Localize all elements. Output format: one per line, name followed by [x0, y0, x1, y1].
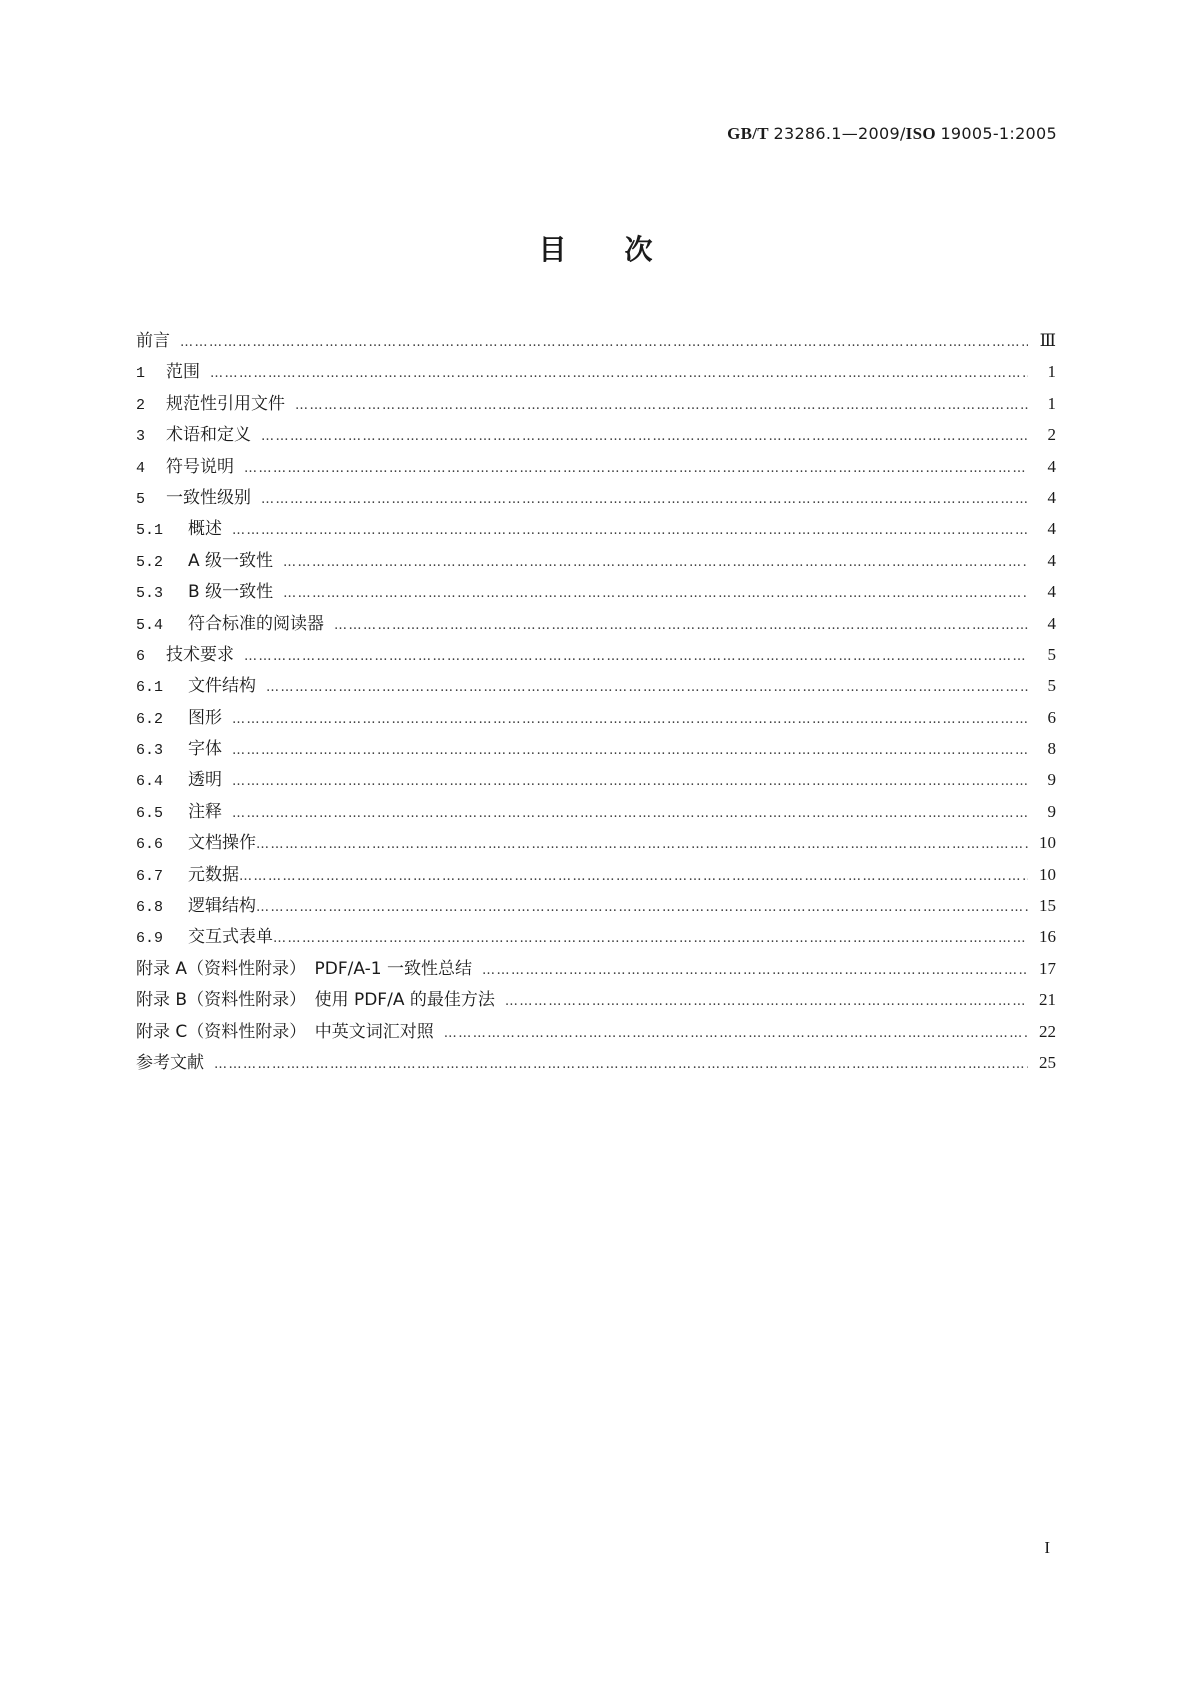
toc-leader-dots — [261, 484, 1028, 515]
standard-number-header — [727, 124, 1057, 144]
toc-leader-dots — [256, 892, 1028, 923]
toc-entry[interactable] — [136, 639, 1056, 670]
toc-entry-label: 逻辑结构 — [188, 896, 256, 917]
toc-entry[interactable] — [136, 419, 1056, 450]
toc-entry[interactable] — [136, 953, 1056, 984]
toc-entry[interactable] — [136, 890, 1056, 921]
toc-entry-label: 规范性引用文件 — [166, 393, 285, 414]
toc-entry-page: 1 — [1047, 362, 1056, 382]
toc-entry-label: 附录 C（资料性附录） 中英文词汇对照 — [136, 1021, 434, 1042]
page-number: I — [1044, 1538, 1050, 1557]
toc-entry-label: A 级一致性 — [188, 550, 274, 571]
toc-entry[interactable] — [136, 796, 1056, 827]
toc-entry-number: 6.6 — [136, 836, 164, 854]
toc-leader-dots — [232, 766, 1028, 797]
toc-entry-page: 8 — [1047, 739, 1056, 759]
toc-leader-dots — [244, 641, 1028, 672]
toc-leader-dots — [295, 390, 1028, 421]
standard-code-number: 23286.1—2009/ — [773, 124, 906, 143]
toc-entry-label: 字体 — [188, 739, 222, 760]
toc-leader-dots — [244, 453, 1028, 484]
toc-entry-number: 6.5 — [136, 804, 164, 822]
toc-entry-page: 15 — [1039, 896, 1056, 916]
toc-entry-page: 25 — [1039, 1052, 1056, 1072]
toc-entry[interactable] — [136, 608, 1056, 639]
toc-entry-label: 附录 B（资料性附录） 使用 PDF/A 的最佳方法 — [136, 990, 495, 1011]
toc-entry-label: 注释 — [188, 801, 222, 822]
toc-leader-dots — [232, 798, 1028, 829]
toc-entry-page: 5 — [1047, 644, 1056, 664]
toc-entry-label: 元数据 — [188, 864, 239, 885]
toc-leader-dots — [505, 986, 1028, 1017]
toc-entry-label: 符号说明 — [166, 456, 234, 477]
toc-entry-label: 前言 — [136, 331, 170, 351]
toc-entry-number: 3 — [136, 428, 146, 446]
toc-entry-label: 一致性级别 — [166, 487, 251, 508]
toc-entry-page: 4 — [1047, 550, 1056, 570]
toc-leader-dots — [444, 1018, 1028, 1049]
toc-entry-page: 5 — [1047, 676, 1056, 696]
toc-entry-page: 9 — [1047, 801, 1056, 821]
toc-entry-page: 10 — [1039, 864, 1056, 884]
toc-entry-label: 交互式表单 — [188, 927, 273, 948]
toc-entry-page: 6 — [1047, 707, 1056, 727]
iso-code-prefix: ISO — [905, 124, 936, 143]
toc-entry-page: 4 — [1047, 613, 1056, 633]
toc-entry-label: 术语和定义 — [166, 425, 251, 446]
toc-leader-dots — [266, 672, 1028, 703]
toc-entry[interactable] — [136, 325, 1056, 356]
toc-entry-label: 透明 — [188, 770, 222, 791]
toc-entry-number: 2 — [136, 396, 146, 414]
toc-entry-number: 6.2 — [136, 710, 164, 728]
page-title: 目次 — [538, 233, 711, 266]
toc-entry-number: 6 — [136, 647, 146, 665]
toc-entry-label: 范围 — [166, 362, 200, 383]
standard-code-prefix: GB/T — [727, 124, 769, 143]
toc-entry-label: 附录 A（资料性附录） PDF/A-1 一致性总结 — [136, 958, 472, 979]
toc-entry-page: 17 — [1039, 958, 1056, 978]
toc-leader-dots — [214, 1049, 1028, 1080]
toc-entry-page: 1 — [1047, 393, 1056, 413]
table-of-contents — [136, 325, 1056, 1078]
toc-entry-page: 4 — [1047, 582, 1056, 602]
toc-entry-number: 6.8 — [136, 899, 164, 917]
toc-leader-dots — [180, 327, 1028, 358]
toc-entry-page: 22 — [1039, 1021, 1056, 1041]
toc-entry[interactable] — [136, 859, 1056, 890]
toc-entry-page: 10 — [1039, 833, 1056, 853]
toc-entry-page: 4 — [1047, 519, 1056, 539]
toc-entry-number: 5 — [136, 490, 146, 508]
toc-entry-label: B 级一致性 — [188, 582, 274, 603]
toc-entry-number: 5.3 — [136, 585, 164, 603]
iso-code-number: 19005-1:2005 — [940, 124, 1057, 143]
toc-entry-number: 4 — [136, 459, 146, 477]
toc-entry[interactable] — [136, 388, 1056, 419]
toc-entry[interactable] — [136, 827, 1056, 858]
toc-entry[interactable] — [136, 482, 1056, 513]
toc-entry-label: 技术要求 — [166, 644, 234, 665]
toc-entry-label: 文件结构 — [188, 676, 256, 697]
toc-leader-dots — [239, 861, 1028, 892]
toc-entry-label: 图形 — [188, 707, 222, 728]
toc-leader-dots — [256, 829, 1028, 860]
toc-leader-dots — [334, 610, 1028, 641]
toc-entry-label: 概述 — [188, 519, 222, 540]
toc-entry[interactable] — [136, 764, 1056, 795]
toc-entry-number: 6.1 — [136, 679, 164, 697]
toc-entry-number: 1 — [136, 365, 146, 383]
toc-leader-dots — [283, 547, 1028, 578]
toc-entry-page: 21 — [1039, 990, 1056, 1010]
toc-entry-label: 参考文献 — [136, 1052, 204, 1073]
toc-entry[interactable] — [136, 356, 1056, 387]
toc-entry[interactable] — [136, 702, 1056, 733]
toc-entry[interactable] — [136, 670, 1056, 701]
toc-entry-number: 6.4 — [136, 773, 164, 791]
toc-entry-page: Ⅲ — [1039, 331, 1056, 350]
toc-entry[interactable] — [136, 545, 1056, 576]
toc-entry[interactable] — [136, 1016, 1056, 1047]
toc-leader-dots — [261, 421, 1028, 452]
toc-leader-dots — [482, 955, 1028, 986]
toc-entry-number: 6.9 — [136, 930, 164, 948]
toc-leader-dots — [283, 578, 1028, 609]
toc-leader-dots — [232, 515, 1028, 546]
toc-entry[interactable] — [136, 921, 1056, 952]
toc-entry-page: 16 — [1039, 927, 1056, 947]
toc-entry[interactable] — [136, 451, 1056, 482]
toc-leader-dots — [273, 923, 1028, 954]
toc-entry-page: 4 — [1047, 456, 1056, 476]
toc-entry-label: 文档操作 — [188, 833, 256, 854]
toc-entry[interactable] — [136, 733, 1056, 764]
toc-leader-dots — [232, 735, 1028, 766]
toc-entry[interactable] — [136, 576, 1056, 607]
toc-leader-dots — [232, 704, 1028, 735]
toc-entry-page: 4 — [1047, 487, 1056, 507]
toc-entry-number: 5.1 — [136, 522, 164, 540]
toc-entry[interactable] — [136, 513, 1056, 544]
toc-entry-number: 6.7 — [136, 867, 164, 885]
toc-entry-page: 9 — [1047, 770, 1056, 790]
toc-entry[interactable] — [136, 984, 1056, 1015]
toc-entry-label: 符合标准的阅读器 — [188, 613, 324, 634]
toc-entry-number: 5.4 — [136, 616, 164, 634]
toc-entry-number: 5.2 — [136, 553, 164, 571]
toc-entry-page: 2 — [1047, 425, 1056, 445]
toc-entry[interactable] — [136, 1047, 1056, 1078]
toc-entry-number: 6.3 — [136, 742, 164, 760]
toc-leader-dots — [210, 358, 1028, 389]
